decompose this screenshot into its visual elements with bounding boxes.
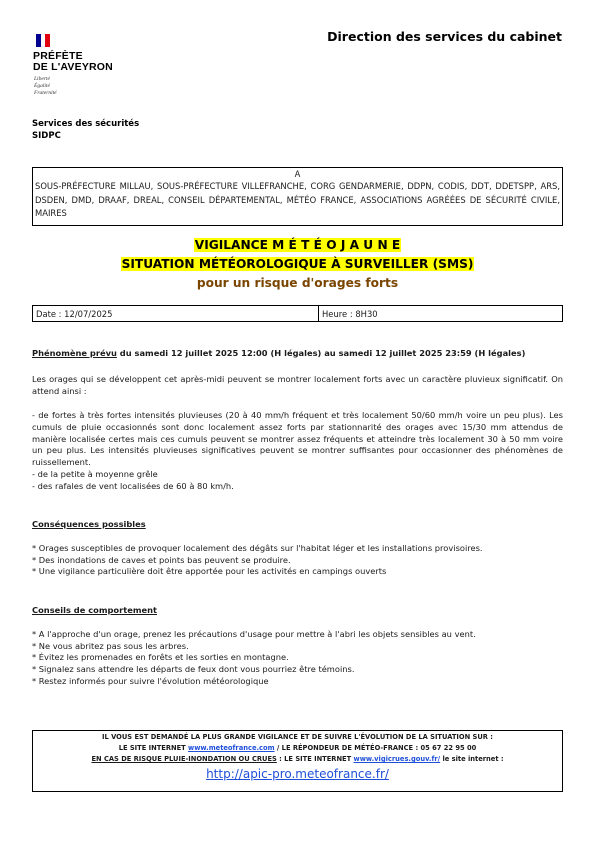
title-vigilance-yellow: VIGILANCE M É T É O J A U N E — [194, 238, 401, 252]
phenomenon-period: du samedi 12 juillet 2025 12:00 (H légales) au samedi 12 juillet 2025 23:59 (H légales) — [116, 348, 526, 358]
title-risk: pour un risque d'orages forts — [196, 276, 399, 290]
service-code: SIDPC — [32, 131, 61, 141]
consequences-section — [32, 519, 563, 578]
apic-link[interactable]: http://apic-pro.meteofrance.fr/ — [206, 767, 389, 781]
meteofrance-link[interactable]: www.meteofrance.com — [188, 744, 275, 752]
info-footer-box — [32, 730, 563, 792]
footer-line-3 — [33, 754, 562, 765]
vigicrues-link[interactable]: www.vigicrues.gouv.fr/ — [353, 755, 441, 763]
consequences-heading: Conséquences possibles — [32, 519, 146, 529]
prefecture-logo-text — [33, 51, 113, 73]
advice-item: * Restez informés pour suivre l'évolution météorologique — [32, 675, 269, 686]
advice-item: * Signalez sans attendre les départs de feux dont vous pourriez être témoins. — [32, 664, 355, 675]
motto-liberte: Liberté — [34, 76, 50, 82]
flood-risk-label: EN CAS DE RISQUE PLUIE-INONDATION OU CRUES — [91, 755, 277, 763]
date-cell: Date : 12/07/2025 — [33, 306, 319, 321]
recipients-box — [32, 167, 563, 226]
marianne-flag-logo — [36, 34, 50, 47]
motto-egalite: Égalité — [34, 83, 50, 89]
motto-fraternite: Fraternité — [34, 90, 57, 96]
advice-item: * A l'approche d'un orage, prenez les précautions d'usage pour mettre à l'abri les objets sensibles au vent. — [32, 628, 476, 639]
vigilance-title — [0, 236, 595, 293]
recipients-list: SOUS-PRÉFECTURE MILLAU, SOUS-PRÉFECTURE VILLEFRANCHE, CORG GENDARMERIE, DDPN, CODIS, DDT, DDETSPP, ARS, DSDEN, DMD, DRAAF, DREAL, CONSEIL DÉPARTEMENTAL, MÉTÉO FRANCE, ASSOCIATIONS AGRÉÉES DE SÉCURITÉ CIVILE, MAIRES — [35, 181, 560, 218]
footer-line-2 — [33, 743, 562, 754]
phenomenon-label: Phénomène prévu — [32, 348, 117, 358]
hail-item: - de la petite à moyenne grêle — [32, 468, 158, 479]
footer-line-1: IL VOUS EST DEMANDÉ LA PLUS GRANDE VIGILANCE ET DE SUIVRE L'ÉVOLUTION DE LA SITUATION SUR : — [102, 733, 493, 741]
wind-item: - des rafales de vent localisées de 60 à 80 km/h. — [32, 480, 234, 491]
rain-intensity-paragraph: - de fortes à très fortes intensités pluvieuses (20 à 40 mm/h fréquent et très localement 50/60 mm/h voire un peu plus). Les cumuls de pluie occasionnés sont donc localement assez forts par stationnarité des orages avec 15/30 mm attendus de manière localisée certes mais ces cumuls peuvent se montrer assez fréquents et atteindre très localement 30 à 50 mm voire un peu plus. Les intensités pluvieuses significatives peuvent se montrer suffisantes pour occasionner des phénomènes de ruissellement. — [32, 410, 563, 468]
advice-item: * Évitez les promenades en forêts et les sorties en montagne. — [32, 652, 289, 663]
footer-site-label: LE SITE INTERNET — [118, 744, 189, 752]
consequence-item: * Des inondations de caves et points bas peuvent se produire. — [32, 554, 291, 565]
footer-phone-text: / LE RÉPONDEUR DE MÉTÉO-FRANCE : 05 67 22 95 00 — [274, 744, 477, 752]
advice-item: * Ne vous abritez pas sous les arbres. — [32, 640, 189, 651]
forecast-intro: Les orages qui se développent cet après-midi peuvent se montrer localement forts avec un caractère pluvieux significatif. On attend ainsi : — [32, 374, 563, 396]
date-time-table — [32, 305, 563, 322]
consequence-item: * Une vigilance particulière doit être apportée pour les activités en campings ouverts — [32, 566, 387, 577]
forecast-detail — [32, 410, 563, 493]
time-cell: Heure : 8H30 — [322, 309, 378, 319]
logo-line-2: DE L'AVEYRON — [33, 61, 113, 73]
title-situation: SITUATION MÉTÉOROLOGIQUE À SURVEILLER (SMS) — [121, 257, 474, 271]
footer-site-label-2: : LE SITE INTERNET — [276, 755, 354, 763]
logo-line-1: PRÉFÈTE — [33, 50, 83, 62]
republic-motto — [34, 76, 57, 97]
advice-section — [32, 605, 563, 688]
phenomenon-line — [32, 348, 563, 360]
footer-site-label-3: le site internet : — [440, 755, 504, 763]
consequence-item: * Orages susceptibles de provoquer localement des dégâts sur l'habitat léger et les installations provisoires. — [32, 542, 483, 553]
service-block — [32, 118, 139, 142]
service-name: Services des sécurités — [32, 119, 140, 129]
direction-heading: Direction des services du cabinet — [327, 29, 562, 44]
recipients-label: A — [294, 169, 301, 179]
advice-heading: Conseils de comportement — [32, 605, 157, 615]
